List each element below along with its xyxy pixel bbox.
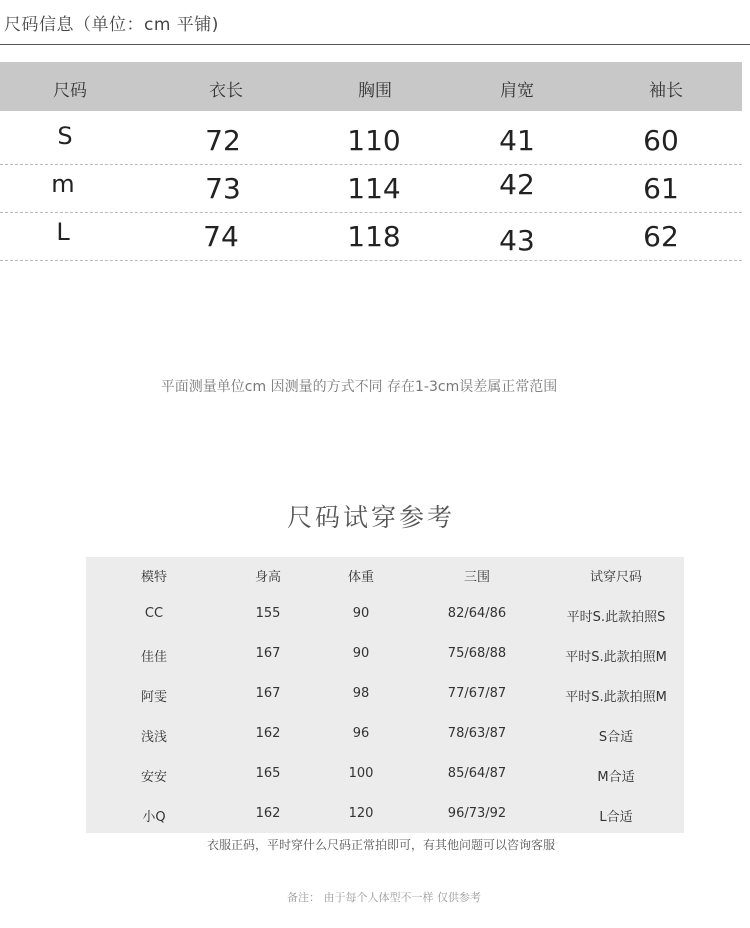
tryon-cell: 浅浅 bbox=[140, 730, 168, 745]
tryon-cell: 167 bbox=[255, 646, 281, 661]
tryon-cell: 77/67/87 bbox=[447, 686, 507, 701]
tryon-cell: 82/64/86 bbox=[447, 606, 507, 621]
tryon-cell: 162 bbox=[255, 726, 281, 741]
tryon-cell: 78/63/87 bbox=[447, 726, 507, 741]
size-cell: 62 bbox=[643, 220, 679, 253]
measurement-note: 平面测量单位cm 因测量的方式不同 存在1-3cm误差属正常范围 bbox=[160, 379, 558, 395]
size-cell: 43 bbox=[499, 224, 535, 257]
tryon-col-header: 试穿尺码 bbox=[589, 570, 643, 585]
tryon-cell: 90 bbox=[352, 646, 370, 661]
tryon-col-header: 体重 bbox=[347, 570, 375, 585]
size-col-header: 肩宽 bbox=[500, 81, 534, 101]
remark-note: 备注： 由于每个人体型不一样 仅供参考 bbox=[287, 891, 481, 904]
size-cell: 114 bbox=[347, 172, 401, 205]
tryon-row bbox=[86, 597, 684, 637]
size-cell: 42 bbox=[499, 168, 535, 201]
tryon-col-header: 模特 bbox=[140, 570, 168, 585]
size-col-header: 胸围 bbox=[358, 81, 392, 101]
size-row bbox=[0, 164, 742, 213]
tryon-cell: 96 bbox=[352, 726, 370, 741]
size-label: L bbox=[56, 218, 70, 246]
size-cell: 41 bbox=[499, 124, 535, 157]
tryon-row bbox=[86, 637, 684, 677]
tryon-cell: M合适 bbox=[597, 770, 635, 785]
tryon-cell: 167 bbox=[255, 686, 281, 701]
tryon-cell: 安安 bbox=[140, 770, 168, 785]
tryon-row bbox=[86, 757, 684, 797]
size-col-header: 衣长 bbox=[209, 81, 243, 101]
tryon-cell: 平时S.此款拍照S bbox=[566, 610, 666, 625]
size-cell: 73 bbox=[205, 172, 241, 205]
tryon-row bbox=[86, 797, 684, 837]
tryon-title: 尺码试穿参考 bbox=[286, 503, 455, 532]
tryon-row bbox=[86, 677, 684, 717]
size-cell: 61 bbox=[643, 172, 679, 205]
size-label: S bbox=[57, 122, 73, 150]
size-cell: 60 bbox=[643, 124, 679, 157]
page-title: 尺码信息（单位：cm 平铺) bbox=[4, 15, 219, 35]
size-cell: 72 bbox=[205, 124, 241, 157]
tryon-cell: CC bbox=[144, 606, 164, 621]
size-advice: 衣服正码，平时穿什么尺码正常拍即可，有其他问题可以咨询客服 bbox=[206, 838, 555, 852]
tryon-cell: L合适 bbox=[599, 810, 633, 825]
tryon-cell: 162 bbox=[255, 806, 281, 821]
size-cell: 74 bbox=[203, 220, 239, 253]
tryon-cell: 平时S.此款拍照M bbox=[565, 690, 667, 705]
tryon-cell: S合适 bbox=[598, 730, 634, 745]
size-table-header bbox=[0, 62, 742, 111]
tryon-table bbox=[86, 557, 684, 833]
size-row bbox=[0, 116, 742, 165]
tryon-cell: 165 bbox=[255, 766, 281, 781]
tryon-header-row bbox=[86, 557, 684, 597]
tryon-cell: 90 bbox=[352, 606, 370, 621]
tryon-cell: 平时S.此款拍照M bbox=[565, 650, 667, 665]
tryon-cell: 阿雯 bbox=[140, 690, 168, 705]
tryon-cell: 小Q bbox=[142, 810, 166, 825]
tryon-row bbox=[86, 717, 684, 757]
size-label: m bbox=[51, 170, 75, 198]
size-col-header: 尺码 bbox=[53, 81, 87, 101]
tryon-cell: 98 bbox=[352, 686, 370, 701]
tryon-col-header: 三围 bbox=[463, 570, 491, 585]
tryon-cell: 100 bbox=[348, 766, 374, 781]
size-col-header: 袖长 bbox=[649, 81, 683, 101]
size-cell: 110 bbox=[347, 124, 401, 157]
header-divider bbox=[0, 44, 750, 45]
tryon-col-header: 身高 bbox=[254, 570, 282, 585]
size-cell: 118 bbox=[347, 220, 401, 253]
tryon-cell: 155 bbox=[255, 606, 281, 621]
tryon-cell: 85/64/87 bbox=[447, 766, 507, 781]
tryon-cell: 96/73/92 bbox=[447, 806, 507, 821]
tryon-cell: 75/68/88 bbox=[447, 646, 507, 661]
tryon-cell: 佳佳 bbox=[140, 650, 168, 665]
size-row bbox=[0, 212, 742, 261]
tryon-cell: 120 bbox=[348, 806, 374, 821]
